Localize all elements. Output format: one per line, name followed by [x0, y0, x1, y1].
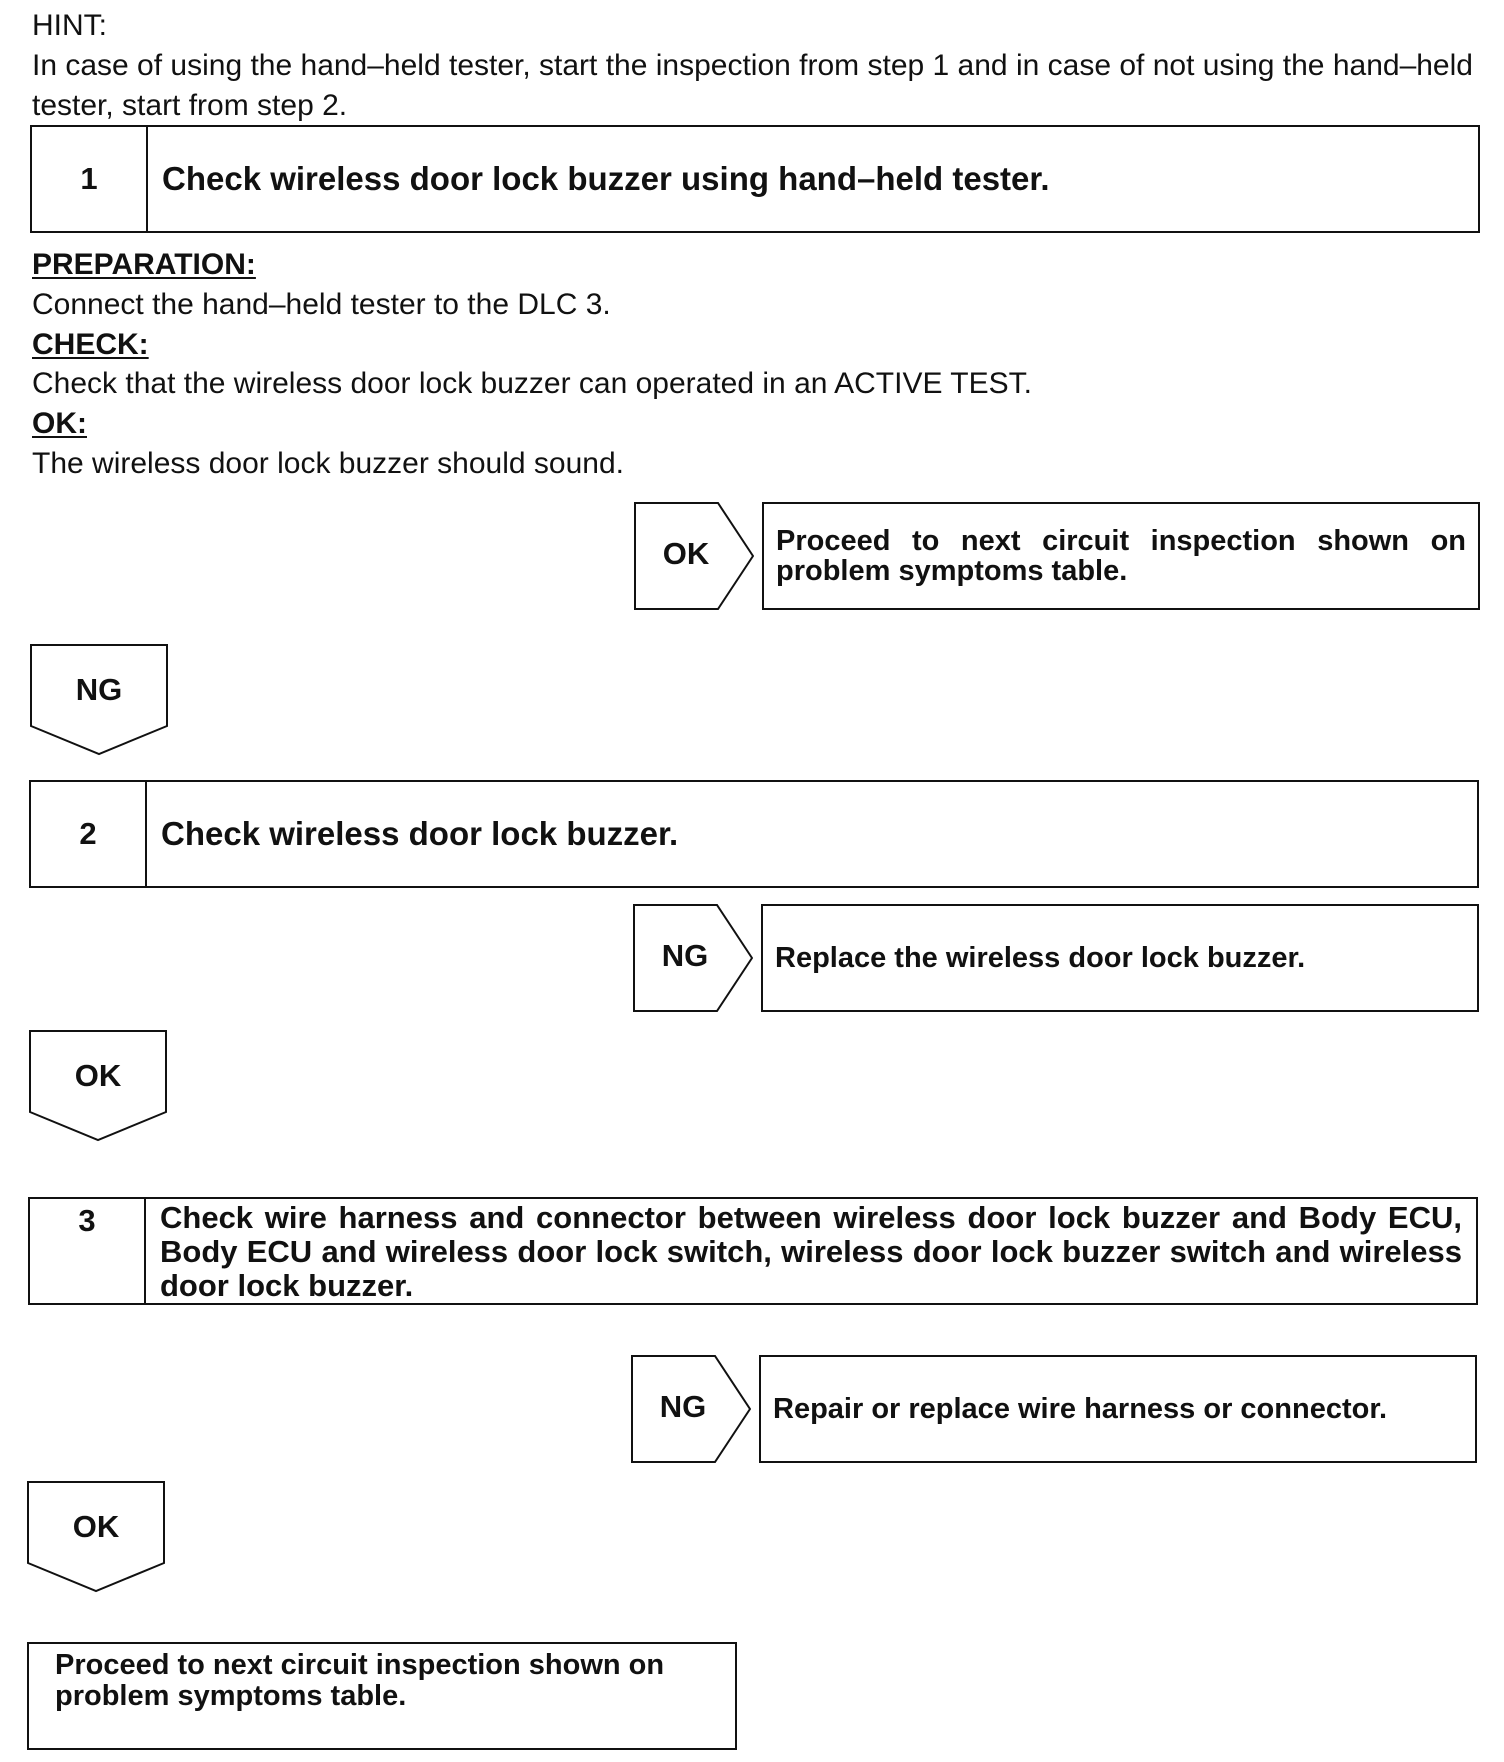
ok-label: OK:	[32, 407, 87, 440]
step-1-ok-arrow-label: OK	[662, 536, 710, 571]
preparation-label: PREPARATION:	[32, 248, 256, 281]
step-3-ng-result: Repair or replace wire harness or connector.	[759, 1355, 1477, 1463]
step-3-ng-arrow-label: NG	[659, 1389, 707, 1424]
hint-text: In case of using the hand–held tester, start the inspection from step 1 and in case of not using the hand–held tester, start from step 2.	[32, 49, 1473, 122]
step-1-ng-arrow	[30, 644, 170, 756]
step-1-title: Check wireless door lock buzzer using hand–held tester.	[162, 160, 1050, 197]
preparation-text: Connect the hand–held tester to the DLC 3.	[32, 288, 611, 321]
step-2-ng-arrow	[633, 904, 753, 1012]
final-result: Proceed to next circuit inspection shown on problem symptoms table.	[27, 1642, 737, 1750]
check-text: Check that the wireless door lock buzzer can operated in an ACTIVE TEST.	[32, 367, 1032, 400]
step-2-box	[29, 780, 1479, 888]
step-2-ng-arrow-label: NG	[661, 938, 709, 973]
step-1-box	[30, 125, 1480, 233]
ok-text: The wireless door lock buzzer should sound.	[32, 447, 624, 480]
step-2-ok-arrow-label: OK	[74, 1058, 122, 1093]
step-3-ok-arrow-label: OK	[72, 1509, 120, 1544]
step-1-number: 1	[32, 127, 148, 231]
step-1-ng-arrow-label: NG	[75, 672, 123, 707]
check-label: CHECK:	[32, 328, 149, 361]
step-3-number: 3	[30, 1199, 146, 1303]
step-3-ok-arrow	[27, 1481, 167, 1593]
step-1-ok-arrow	[634, 502, 754, 610]
step-2-ok-arrow	[29, 1030, 169, 1142]
step-2-title: Check wireless door lock buzzer.	[161, 815, 679, 852]
hint-label: HINT:	[32, 9, 107, 42]
step-1-ok-result: Proceed to next circuit inspection shown on problem symptoms table.	[762, 502, 1480, 610]
step-3-title: Check wire harness and connector between wireless door lock buzzer and Body ECU, Body ECU and wireless door lock switch, wireless door lock buzzer switch and wireless door lock buzzer.	[160, 1200, 1462, 1303]
step-2-number: 2	[31, 782, 147, 886]
step-3-box	[28, 1197, 1478, 1305]
step-2-ng-result: Replace the wireless door lock buzzer.	[761, 904, 1479, 1012]
step-3-ng-arrow	[631, 1355, 751, 1463]
